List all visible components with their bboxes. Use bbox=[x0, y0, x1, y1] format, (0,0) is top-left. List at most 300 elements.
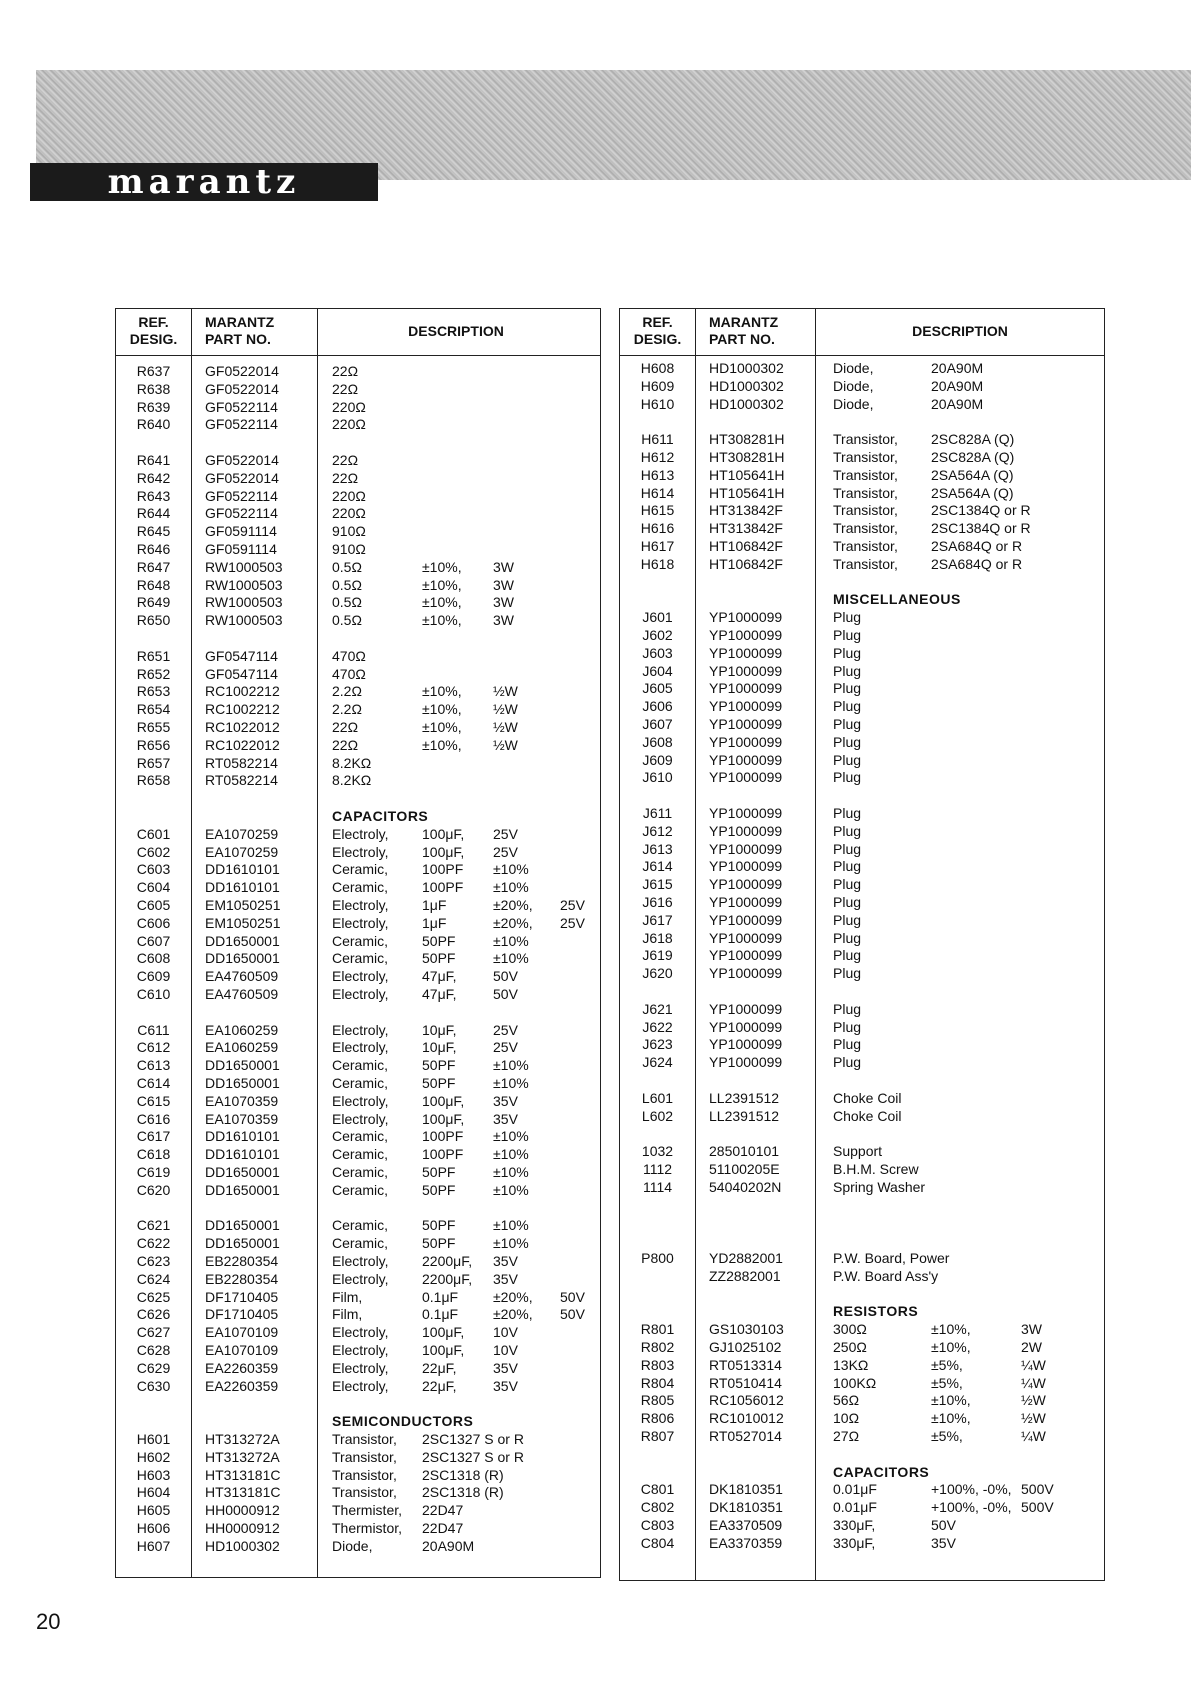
part-no: HD1000302 bbox=[709, 377, 784, 394]
description-field: 35V bbox=[493, 1253, 518, 1269]
table-row bbox=[116, 1501, 600, 1519]
description-field: Plug bbox=[833, 840, 862, 857]
table-row bbox=[116, 1305, 600, 1323]
ref-desig: J620 bbox=[642, 965, 673, 982]
description-field: Plug bbox=[833, 609, 862, 626]
table-row bbox=[116, 540, 600, 558]
part-no: HT313181C bbox=[205, 1484, 281, 1501]
ref-desig: R651 bbox=[136, 647, 171, 664]
description-field: 2SC1318 (R) bbox=[422, 1466, 504, 1483]
section-title-text: RESISTORS bbox=[833, 1303, 919, 1320]
table-row bbox=[116, 1483, 600, 1501]
table-row bbox=[116, 380, 600, 398]
ref-desig: R807 bbox=[640, 1428, 675, 1444]
table-row bbox=[620, 1534, 1104, 1552]
col-part-no: MARANTZ PART NO. bbox=[205, 314, 275, 347]
table-row bbox=[116, 1252, 600, 1270]
description-field: Ceramic, bbox=[332, 1164, 389, 1180]
description-field: Plug bbox=[833, 929, 862, 946]
table-row bbox=[116, 522, 600, 540]
description-field: 100PF bbox=[422, 861, 464, 878]
description-field: 2SC1327 S or R bbox=[422, 1448, 524, 1465]
ref-desig: R650 bbox=[136, 612, 171, 629]
description-field: 2W bbox=[1021, 1339, 1042, 1355]
table-row bbox=[620, 733, 1104, 751]
part-no: HD1000302 bbox=[205, 1537, 280, 1554]
part-no: YP1000099 bbox=[709, 965, 783, 982]
description-field: ±10%, bbox=[931, 1410, 971, 1427]
description-field: Plug bbox=[833, 733, 862, 750]
description-field: ½W bbox=[1021, 1410, 1046, 1427]
description-field: 50V bbox=[493, 986, 518, 1002]
table-row bbox=[116, 1430, 600, 1448]
table-row bbox=[620, 1427, 1104, 1445]
description-field: 22Ω bbox=[332, 363, 359, 379]
table-row bbox=[620, 875, 1104, 893]
table-row bbox=[116, 1234, 600, 1252]
description-field: 27Ω bbox=[833, 1428, 860, 1444]
description-field: 13KΩ bbox=[833, 1356, 869, 1373]
table-row bbox=[620, 857, 1104, 875]
description-field: ±10% bbox=[493, 1235, 529, 1252]
description-field: ±10% bbox=[493, 1057, 529, 1074]
description-field: ¼W bbox=[1021, 1374, 1046, 1391]
part-no: YP1000099 bbox=[709, 716, 783, 732]
description-field: 2SC1384Q or R bbox=[931, 502, 1031, 519]
description-field: 100μF, bbox=[422, 843, 465, 860]
part-no: EA1070109 bbox=[205, 1324, 279, 1341]
part-no: YP1000099 bbox=[709, 627, 783, 643]
part-no: DD1650001 bbox=[205, 1217, 280, 1234]
ref-desig: R645 bbox=[136, 523, 171, 540]
part-no: HT313181C bbox=[205, 1466, 281, 1483]
table-row bbox=[620, 840, 1104, 858]
description-field: 35V bbox=[493, 1359, 518, 1376]
description-field: Diode, bbox=[833, 377, 874, 394]
ref-desig: H608 bbox=[640, 360, 675, 376]
ref-desig: H618 bbox=[640, 555, 675, 572]
description-field: 22Ω bbox=[332, 719, 359, 735]
ref-desig: R643 bbox=[136, 487, 171, 504]
table-row bbox=[116, 487, 600, 505]
description-field: Support bbox=[833, 1143, 883, 1160]
col-ref-desig: REF. DESIG. bbox=[633, 314, 682, 347]
table-row bbox=[116, 504, 600, 522]
section-title bbox=[116, 1412, 600, 1430]
ref-desig: C608 bbox=[136, 950, 171, 967]
part-no: 51100205E bbox=[709, 1161, 780, 1177]
ref-desig: C802 bbox=[640, 1499, 675, 1516]
description-field: 35V bbox=[493, 1110, 518, 1127]
table-row bbox=[116, 914, 600, 932]
part-no: GJ1025102 bbox=[709, 1339, 782, 1355]
description-field: Electroly, bbox=[332, 1270, 389, 1287]
table-row bbox=[116, 451, 600, 469]
description-field: Thermister, bbox=[332, 1502, 403, 1519]
description-field: 35V bbox=[493, 1377, 518, 1394]
description-field: Ceramic, bbox=[332, 879, 389, 896]
part-no: YP1000099 bbox=[709, 929, 783, 946]
description-field: ¼W bbox=[1021, 1428, 1046, 1444]
table-row bbox=[620, 697, 1104, 715]
part-no: EA1060259 bbox=[205, 1021, 279, 1038]
table-row bbox=[116, 398, 600, 416]
ref-desig: C611 bbox=[137, 1021, 170, 1038]
description-field: 20A90M bbox=[422, 1537, 475, 1554]
description-field: 3W bbox=[493, 576, 514, 593]
ref-desig: R803 bbox=[640, 1356, 675, 1373]
description-field: 50V bbox=[931, 1517, 956, 1533]
table-row bbox=[116, 896, 600, 914]
ref-desig: P800 bbox=[641, 1250, 674, 1266]
ref-desig: H615 bbox=[640, 502, 675, 519]
part-no: EA3370359 bbox=[709, 1534, 783, 1551]
table-row bbox=[620, 1267, 1104, 1285]
ref-desig: R655 bbox=[136, 719, 171, 735]
table-row bbox=[116, 469, 600, 487]
description-field: Plug bbox=[833, 1018, 862, 1035]
description-field: ½W bbox=[493, 701, 518, 718]
description-field: Ceramic, bbox=[332, 1075, 389, 1091]
description-field: 220Ω bbox=[332, 416, 366, 433]
description-field: 2SA684Q or R bbox=[931, 538, 1023, 554]
description-field: 22Ω bbox=[332, 736, 359, 753]
ref-desig: R806 bbox=[640, 1410, 675, 1427]
part-no: DD1610101 bbox=[205, 1128, 280, 1145]
description-field: 2SC1318 (R) bbox=[422, 1484, 504, 1501]
description-field: ±10% bbox=[493, 1075, 529, 1091]
table-row bbox=[116, 611, 600, 629]
description-field: Plug bbox=[833, 805, 862, 821]
table-row bbox=[116, 1038, 600, 1056]
description-field: Plug bbox=[833, 822, 862, 839]
parts-table-right bbox=[619, 308, 1105, 1581]
part-no: YP1000099 bbox=[709, 858, 783, 875]
table-row bbox=[620, 608, 1104, 626]
ref-desig: R802 bbox=[640, 1339, 675, 1355]
description-field: ±10% bbox=[493, 1164, 529, 1180]
table-row bbox=[116, 1377, 600, 1395]
table-row bbox=[620, 1320, 1104, 1338]
ref-desig: H604 bbox=[136, 1484, 171, 1501]
ref-desig: H617 bbox=[640, 538, 675, 554]
description-field: Ceramic, bbox=[332, 1057, 389, 1074]
section-title bbox=[620, 590, 1104, 608]
table-row bbox=[116, 985, 600, 1003]
description-field: Diode, bbox=[332, 1537, 373, 1554]
description-field: 2SA684Q or R bbox=[931, 555, 1023, 572]
ref-desig: 1112 bbox=[642, 1161, 673, 1177]
description-field: 3W bbox=[493, 612, 514, 629]
ref-desig: R646 bbox=[136, 541, 171, 557]
part-no: EA2260359 bbox=[205, 1359, 279, 1376]
description-field: Transistor, bbox=[833, 449, 898, 465]
description-field: Plug bbox=[833, 662, 862, 679]
description-field: 10Ω bbox=[833, 1410, 860, 1427]
table-row bbox=[116, 1448, 600, 1466]
description-field: ±10%, bbox=[931, 1392, 971, 1409]
section-title-text: CAPACITORS bbox=[833, 1463, 930, 1480]
part-no: EB2280354 bbox=[205, 1270, 279, 1287]
table-row bbox=[116, 576, 600, 594]
ref-desig: J615 bbox=[642, 876, 673, 893]
description-field: 50PF bbox=[422, 1164, 456, 1180]
table-row bbox=[116, 736, 600, 754]
description-field: 470Ω bbox=[332, 665, 366, 682]
ref-desig: R638 bbox=[136, 380, 171, 397]
description-field: Plug bbox=[833, 1036, 862, 1053]
part-no: HT313842F bbox=[709, 520, 783, 537]
table-row bbox=[116, 1181, 600, 1199]
description-field: 20A90M bbox=[931, 377, 984, 394]
part-no: EA1060259 bbox=[205, 1039, 279, 1056]
table-row bbox=[620, 893, 1104, 911]
description-field: ½W bbox=[493, 736, 518, 753]
ref-desig: J604 bbox=[642, 662, 673, 679]
description-field: Electroly, bbox=[332, 1253, 389, 1269]
description-field: 50V bbox=[560, 1288, 585, 1305]
parts-table-left bbox=[115, 308, 601, 1578]
part-no: RT0527014 bbox=[709, 1428, 782, 1444]
description-field: 22D47 bbox=[422, 1520, 464, 1536]
description-field: 3W bbox=[493, 594, 514, 611]
description-field: ±10%, bbox=[422, 594, 462, 611]
description-field: 35V bbox=[931, 1534, 956, 1551]
description-field: 25V bbox=[493, 1039, 518, 1056]
ref-desig: C623 bbox=[136, 1253, 171, 1269]
description-field: 8.2KΩ bbox=[332, 772, 372, 789]
description-field: 3W bbox=[1021, 1321, 1042, 1338]
description-field: B.H.M. Screw bbox=[833, 1161, 919, 1177]
description-field: 50PF bbox=[422, 950, 456, 967]
description-field: 1μF bbox=[422, 914, 447, 931]
part-no: GS1030103 bbox=[709, 1321, 784, 1338]
table-row bbox=[620, 679, 1104, 697]
part-no: GF0522114 bbox=[205, 398, 278, 415]
part-no: EA1070259 bbox=[205, 825, 279, 842]
part-no: RC1022012 bbox=[205, 736, 280, 753]
table-row bbox=[116, 1145, 600, 1163]
description-field: 22Ω bbox=[332, 380, 359, 397]
part-no: RT0510414 bbox=[709, 1374, 782, 1391]
ref-desig: J606 bbox=[642, 698, 673, 715]
ref-desig: J609 bbox=[642, 751, 673, 768]
table-row bbox=[116, 1216, 600, 1234]
description-field: Ceramic, bbox=[332, 1128, 389, 1145]
table-row bbox=[116, 1110, 600, 1128]
ref-desig: H614 bbox=[640, 484, 675, 501]
description-field: +100%, -0%, bbox=[931, 1481, 1012, 1498]
table-row bbox=[620, 662, 1104, 680]
table-row bbox=[620, 484, 1104, 502]
description-field: 100μF, bbox=[422, 825, 465, 842]
table-row bbox=[116, 1537, 600, 1555]
description-field: Choke Coil bbox=[833, 1107, 902, 1124]
ref-desig: C626 bbox=[136, 1306, 171, 1323]
description-field: 220Ω bbox=[332, 398, 366, 415]
part-no: GF0547114 bbox=[205, 647, 278, 664]
description-field: Transistor, bbox=[833, 431, 898, 448]
description-field: Transistor, bbox=[833, 502, 898, 519]
description-field: Plug bbox=[833, 716, 862, 732]
part-no: DD1650001 bbox=[205, 1057, 280, 1074]
ref-desig: J621 bbox=[642, 1000, 673, 1017]
part-no: DD1650001 bbox=[205, 1181, 280, 1198]
ref-desig: R804 bbox=[640, 1374, 675, 1391]
part-no: YP1000099 bbox=[709, 947, 783, 964]
ref-desig: C624 bbox=[136, 1270, 171, 1287]
part-no: YP1000099 bbox=[709, 1018, 783, 1035]
description-field: Plug bbox=[833, 1000, 862, 1017]
part-no: YP1000099 bbox=[709, 1036, 783, 1053]
description-field: ½W bbox=[493, 683, 518, 700]
description-field: 2SC828A (Q) bbox=[931, 431, 1015, 448]
section-title bbox=[116, 807, 600, 825]
description-field: ±10%, bbox=[422, 558, 462, 575]
part-no: HT308281H bbox=[709, 449, 785, 465]
description-field: Plug bbox=[833, 894, 862, 910]
description-field: Transistor, bbox=[833, 555, 898, 572]
ref-desig: R657 bbox=[136, 754, 171, 771]
description-field: Transistor, bbox=[833, 484, 898, 501]
description-field: 25V bbox=[560, 914, 585, 931]
part-no: HH0000912 bbox=[205, 1520, 280, 1536]
ref-desig: R642 bbox=[136, 469, 171, 486]
table-row bbox=[620, 1391, 1104, 1409]
description-field: Plug bbox=[833, 858, 862, 875]
description-field: 47μF, bbox=[422, 968, 457, 985]
description-field: 50PF bbox=[422, 1235, 456, 1252]
description-field: Transistor, bbox=[833, 466, 898, 483]
part-no: HT313272A bbox=[205, 1448, 280, 1465]
table-row bbox=[620, 1142, 1104, 1160]
description-field: Ceramic, bbox=[332, 932, 389, 949]
part-no: ZZ2882001 bbox=[709, 1267, 781, 1284]
part-no: YP1000099 bbox=[709, 840, 783, 857]
part-no: EA3370509 bbox=[709, 1517, 783, 1533]
part-no: YP1000099 bbox=[709, 911, 783, 928]
description-field: Plug bbox=[833, 965, 862, 982]
table-row bbox=[116, 718, 600, 736]
part-no: DD1650001 bbox=[205, 932, 280, 949]
description-field: 25V bbox=[493, 1021, 518, 1038]
description-field: Electroly, bbox=[332, 1021, 389, 1038]
ref-desig: J612 bbox=[642, 822, 673, 839]
table-row bbox=[116, 1163, 600, 1181]
table-row bbox=[620, 537, 1104, 555]
part-no: EM1050251 bbox=[205, 914, 281, 931]
table-row bbox=[116, 1519, 600, 1537]
description-field: 2.2Ω bbox=[332, 683, 362, 700]
ref-desig: C613 bbox=[136, 1057, 171, 1074]
description-field: 220Ω bbox=[332, 487, 366, 504]
description-field: Electroly, bbox=[332, 968, 389, 985]
description-field: 50PF bbox=[422, 932, 456, 949]
table-row bbox=[620, 715, 1104, 733]
ref-desig: C619 bbox=[136, 1164, 171, 1180]
part-no: GF0547114 bbox=[205, 665, 278, 682]
part-no: GF0591114 bbox=[205, 523, 277, 540]
part-no: 285010101 bbox=[709, 1143, 780, 1160]
part-no: DD1610101 bbox=[205, 1146, 280, 1163]
ref-desig: C616 bbox=[136, 1110, 171, 1127]
description-field: 50PF bbox=[422, 1181, 456, 1198]
description-field: 1μF bbox=[422, 897, 447, 913]
section-title-text: MISCELLANEOUS bbox=[833, 591, 961, 608]
part-no: RW1000503 bbox=[205, 576, 283, 593]
ref-desig: L602 bbox=[641, 1107, 674, 1124]
table-row bbox=[116, 1127, 600, 1145]
table-row bbox=[620, 804, 1104, 822]
part-no: EA4760509 bbox=[205, 986, 279, 1002]
ref-desig: R656 bbox=[136, 736, 171, 753]
description-field: 910Ω bbox=[332, 541, 366, 557]
description-field: Film, bbox=[332, 1288, 363, 1305]
description-field: Film, bbox=[332, 1306, 363, 1323]
description-field: 56Ω bbox=[833, 1392, 860, 1409]
table-row bbox=[620, 1498, 1104, 1516]
table-row bbox=[620, 519, 1104, 537]
table-row bbox=[620, 466, 1104, 484]
ref-desig: C804 bbox=[640, 1534, 675, 1551]
description-field: 100μF, bbox=[422, 1324, 465, 1341]
table-row bbox=[620, 1178, 1104, 1196]
description-field: ±10%, bbox=[422, 612, 462, 629]
part-no: RC1002212 bbox=[205, 683, 280, 700]
description-field: 100PF bbox=[422, 879, 464, 896]
ref-desig: J613 bbox=[642, 840, 673, 857]
table-row bbox=[620, 644, 1104, 662]
ref-desig: C612 bbox=[136, 1039, 171, 1056]
description-field: 25V bbox=[493, 843, 518, 860]
description-field: 470Ω bbox=[332, 647, 366, 664]
ref-desig: H605 bbox=[136, 1502, 171, 1519]
table-row bbox=[116, 415, 600, 433]
part-no: HT308281H bbox=[709, 431, 785, 448]
table-row bbox=[620, 626, 1104, 644]
description-field: 2200μF, bbox=[422, 1270, 473, 1287]
description-field: 100μF, bbox=[422, 1092, 465, 1109]
table-row bbox=[116, 1021, 600, 1039]
description-field: 0.5Ω bbox=[332, 576, 362, 593]
section-title bbox=[620, 1463, 1104, 1481]
part-no: YP1000099 bbox=[709, 1000, 783, 1017]
part-no: DD1610101 bbox=[205, 879, 280, 896]
description-field: ±20%, bbox=[493, 1306, 533, 1323]
description-field: Electroly, bbox=[332, 1110, 389, 1127]
ref-desig: J618 bbox=[642, 929, 673, 946]
description-field: 220Ω bbox=[332, 505, 366, 522]
description-field: Plug bbox=[833, 947, 862, 964]
brand-logo: marantz bbox=[30, 163, 378, 201]
description-field: 8.2KΩ bbox=[332, 754, 372, 771]
description-field: ±10% bbox=[493, 1181, 529, 1198]
table-row bbox=[116, 825, 600, 843]
ref-desig: C628 bbox=[136, 1342, 171, 1358]
table-row bbox=[620, 501, 1104, 519]
description-field: 22D47 bbox=[422, 1502, 464, 1519]
description-field: Electroly, bbox=[332, 897, 389, 913]
table-row bbox=[116, 1270, 600, 1288]
description-field: Choke Coil bbox=[833, 1089, 902, 1106]
col-description: DESCRIPTION bbox=[408, 323, 504, 339]
ref-desig: R805 bbox=[640, 1392, 675, 1409]
description-field: ±5%, bbox=[931, 1356, 963, 1373]
description-field: 2.2Ω bbox=[332, 701, 362, 718]
description-field: ±10%, bbox=[422, 736, 462, 753]
part-no: LL2391512 bbox=[709, 1089, 780, 1106]
description-field: 0.01μF bbox=[833, 1481, 877, 1498]
